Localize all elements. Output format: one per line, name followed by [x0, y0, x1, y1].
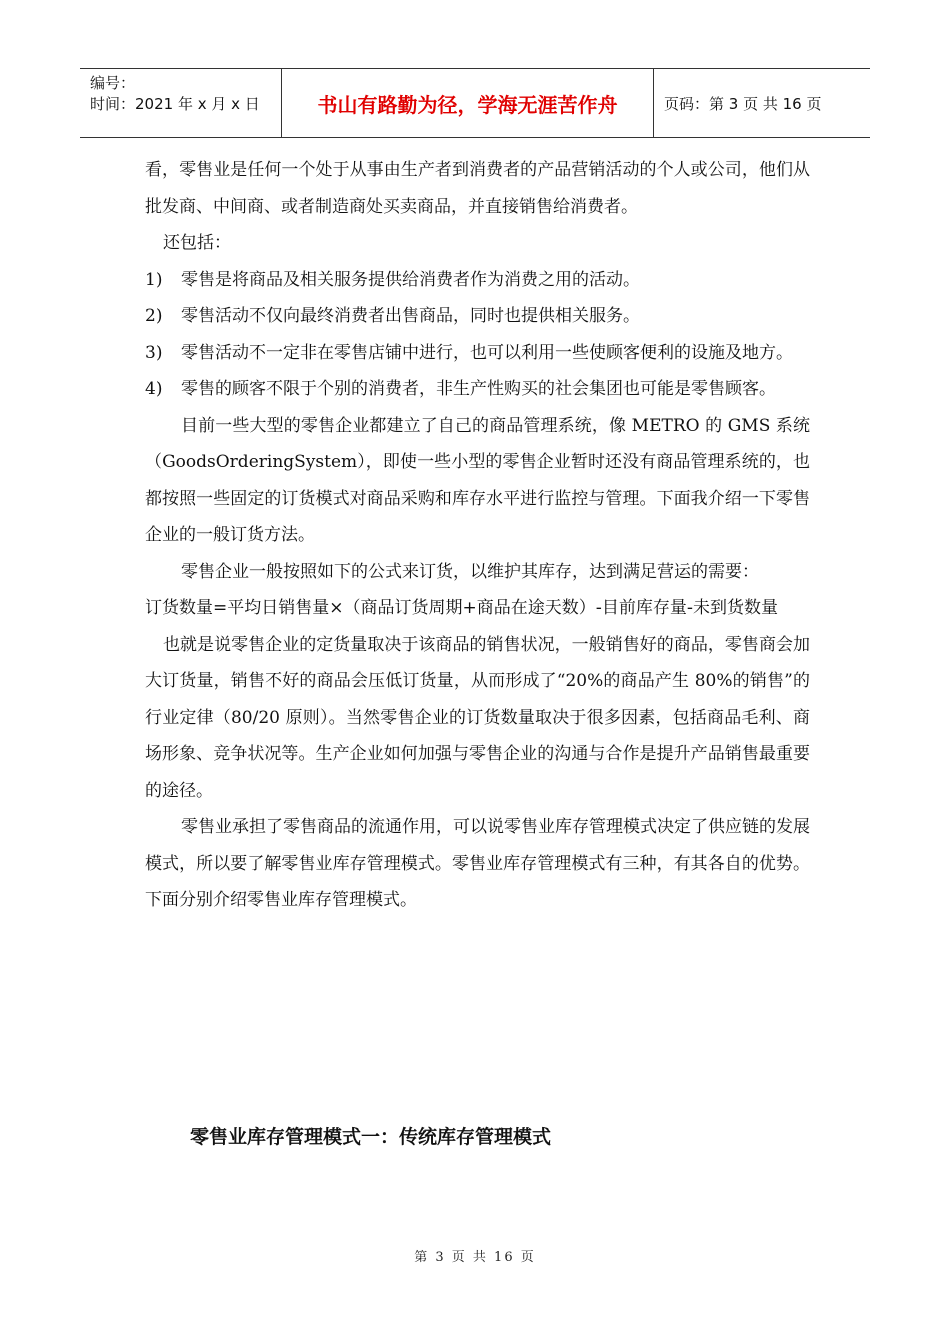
header-page-info: 页码：第 3 页 共 16 页	[664, 94, 822, 113]
list-number: 4)	[145, 379, 163, 399]
paragraph-5: 也就是说零售企业的定货量取决于该商品的销售状况，一般销售好的商品，零售商会加大订货量，销售不好的商品会压低订货量，从而形成了“20%的商品产生 80%的销售”的行业定律（80/20 原则）。当然零售企业的订货数量取决于很多因素，包括商品毛利、商场形象、竞争状况等。生产企业如何加强与零售企业的沟通与合作是提升产品销售最重要的途径。	[145, 634, 810, 801]
section-title: 零售业库存管理模式一：传统库存管理模式	[190, 1126, 552, 1148]
list-text: 零售活动不仅向最终消费者出售商品，同时也提供相关服务。	[181, 306, 640, 326]
list-item	[145, 335, 810, 372]
paragraph-2: 还包括：	[163, 233, 231, 253]
list-number: 3)	[145, 342, 163, 363]
list-item	[145, 262, 810, 299]
page-footer: 第 3 页 共 16 页	[414, 1250, 536, 1265]
paragraph-6: 零售业承担了零售商品的流通作用，可以说零售业库存管理模式决定了供应链的发展模式，所以要了解零售业库存管理模式。零售业库存管理模式有三种，有其各自的优势。下面分别介绍零售业库存管理模式。	[145, 817, 810, 910]
document-header	[80, 68, 870, 138]
order-formula: 订货数量=平均日销售量×（商品订货周期+商品在途天数）-目前库存量-未到货数量	[145, 598, 778, 618]
paragraph-1: 看，零售业是任何一个处于从事由生产者到消费者的产品营销活动的个人或公司，他们从批发商、中间商、或者制造商处买卖商品，并直接销售给消费者。	[145, 160, 810, 217]
date-label: 时间：2021 年 x 月 x 日	[90, 95, 260, 113]
list-number: 2)	[145, 306, 163, 326]
paragraph-4: 零售企业一般按照如下的公式来订货，以维护其库存，达到满足营运的需要：	[181, 561, 759, 582]
list-text: 零售是将商品及相关服务提供给消费者作为消费之用的活动。	[181, 269, 640, 290]
paragraph-3: 目前一些大型的零售企业都建立了自己的商品管理系统，像 METRO 的 GMS 系统（GoodsOrderingSystem），即使一些小型的零售企业暂时还没有商品管理系统的，也都按照一些固定的订货模式对商品采购和库存水平进行监控与管理。下面我介绍一下零售企业的一般订货方法。	[145, 415, 810, 545]
list-number: 1)	[145, 269, 163, 290]
header-motto: 书山有路勤为径，学海无涯苦作舟	[282, 69, 654, 137]
list-text: 零售活动不一定非在零售店铺中进行，也可以利用一些使顾客便利的设施及地方。	[181, 342, 793, 363]
definition-list	[145, 262, 810, 408]
header-meta	[80, 69, 282, 137]
document-body	[145, 152, 810, 919]
list-item	[145, 298, 810, 335]
list-item	[145, 371, 810, 408]
list-text: 零售的顾客不限于个别的消费者，非生产性购买的社会集团也可能是零售顾客。	[181, 379, 776, 399]
number-label: 编号：	[90, 74, 136, 92]
